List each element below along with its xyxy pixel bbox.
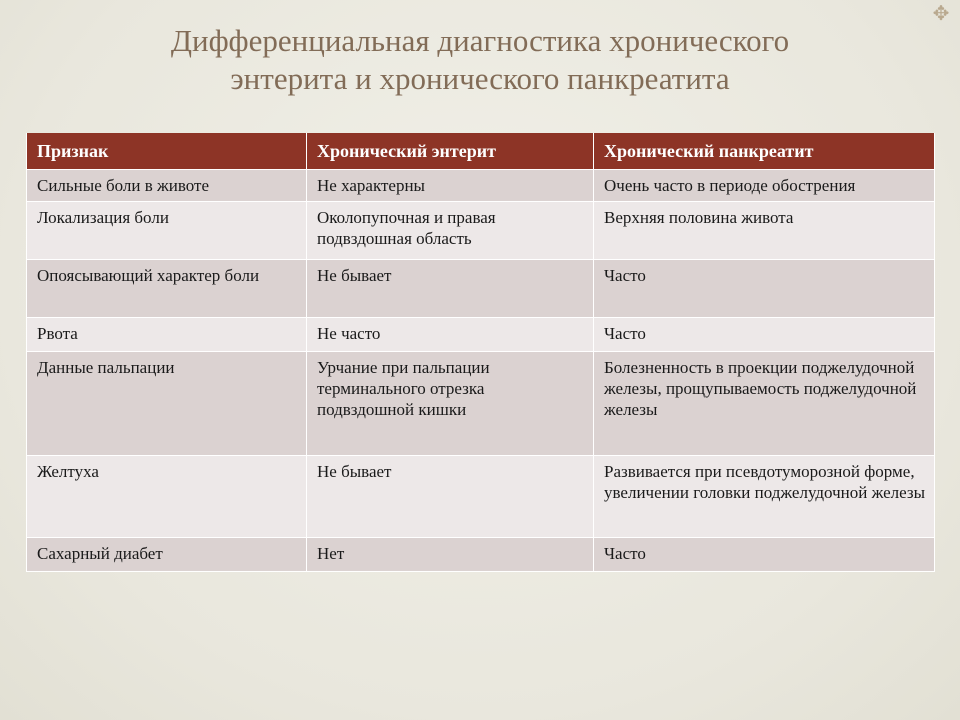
table-row — [27, 538, 935, 572]
table-row — [27, 170, 935, 202]
header-sign: Признак — [27, 133, 307, 170]
table-row — [27, 202, 935, 260]
cell-sign: Желтуха — [27, 456, 307, 538]
cell-sign: Сахарный диабет — [27, 538, 307, 572]
diagnosis-table — [26, 133, 935, 572]
cell-enteritis: Не характерны — [307, 170, 594, 202]
title-line-2: энтерита и хронического панкреатита — [230, 61, 730, 96]
cell-sign: Данные пальпации — [27, 352, 307, 456]
header-enteritis: Хронический энтерит — [307, 133, 594, 170]
cell-enteritis: Не бывает — [307, 260, 594, 318]
title-line-1: Дифференциальная диагностика хронического — [170, 23, 790, 58]
cell-pancreatitis: Болезненность в проекции поджелудочной железы, прощупываемость поджелудочной железы — [594, 352, 935, 456]
table-row — [27, 318, 935, 352]
header-pancreatitis: Хронический панкреатит — [594, 133, 935, 170]
cell-sign: Локализация боли — [27, 202, 307, 260]
table-row — [27, 352, 935, 456]
cell-sign: Сильные боли в животе — [27, 170, 307, 202]
cell-enteritis: Не бывает — [307, 456, 594, 538]
cell-enteritis: Нет — [307, 538, 594, 572]
cell-sign: Опоясывающий характер боли — [27, 260, 307, 318]
table-row — [27, 260, 935, 318]
cell-pancreatitis: Верхняя половина живота — [594, 202, 935, 260]
cell-enteritis: Урчание при пальпации терминального отрезка подвздошной кишки — [307, 352, 594, 456]
slide-title — [40, 22, 920, 98]
cell-enteritis: Не часто — [307, 318, 594, 352]
cell-sign: Рвота — [27, 318, 307, 352]
cell-pancreatitis: Очень часто в периоде обострения — [594, 170, 935, 202]
table-row — [27, 456, 935, 538]
cell-pancreatitis: Часто — [594, 318, 935, 352]
ornament-icon: ✥ — [932, 1, 950, 25]
table-header-row — [27, 133, 935, 170]
cell-pancreatitis: Развивается при псевдотуморозной форме, увеличении головки поджелудочной железы — [594, 456, 935, 538]
cell-pancreatitis: Часто — [594, 538, 935, 572]
cell-pancreatitis: Часто — [594, 260, 935, 318]
cell-enteritis: Околопупочная и правая подвздошная область — [307, 202, 594, 260]
